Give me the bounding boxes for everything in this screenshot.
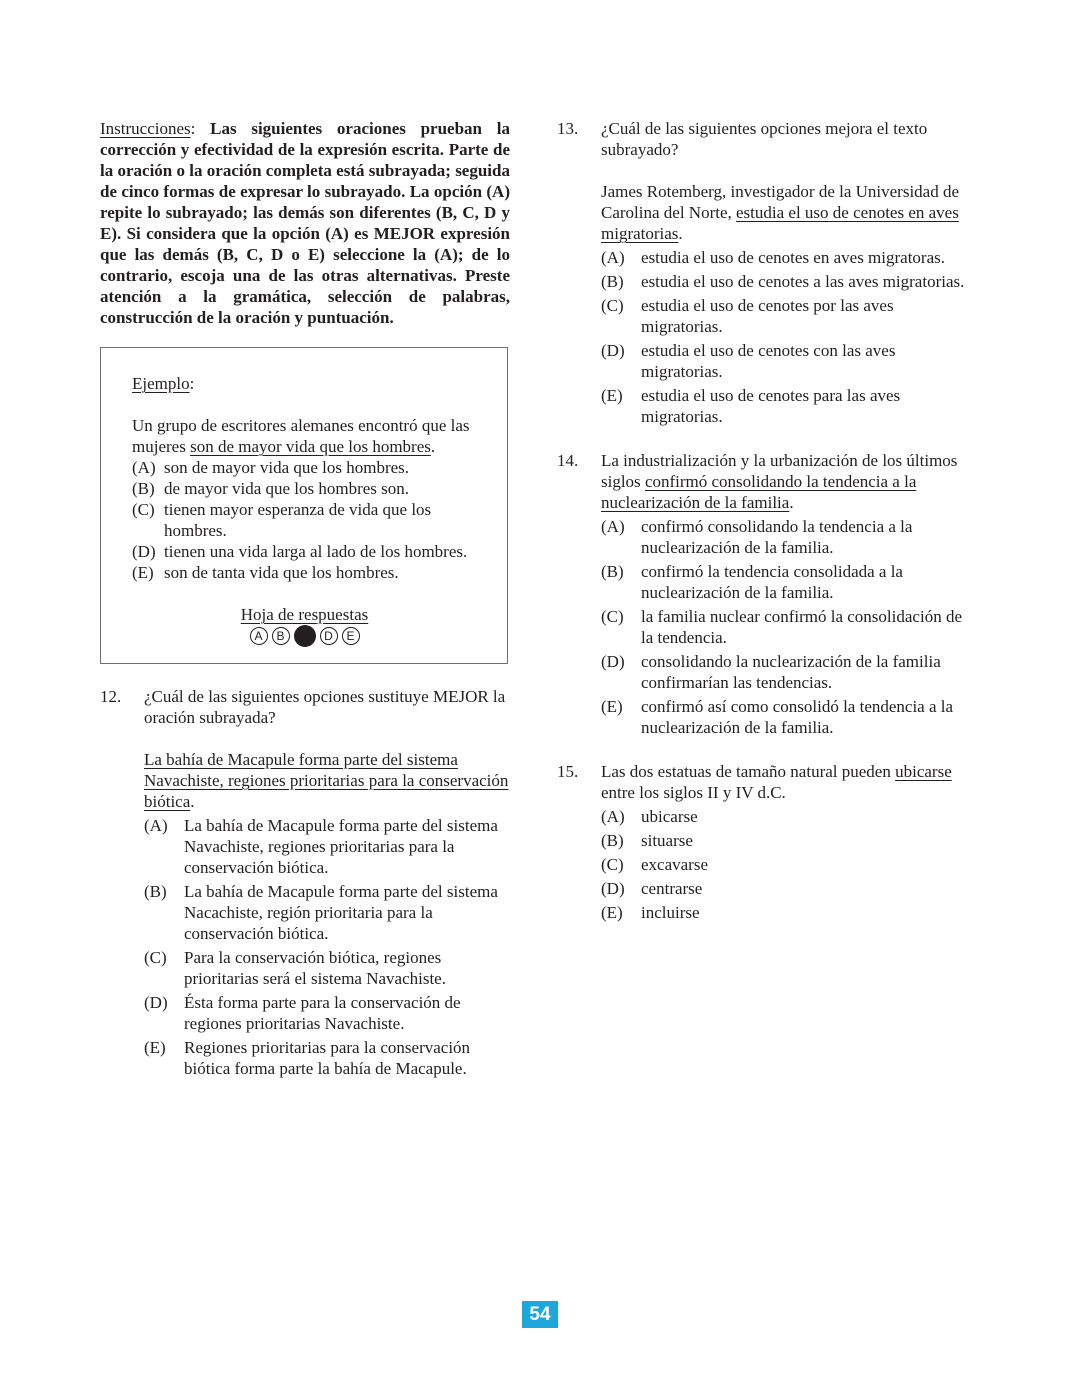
question-prompt: ¿Cuál de las siguientes opciones sustituye MEJOR la oración subrayada?: [144, 687, 506, 727]
stem-underlined: ubicarse: [895, 762, 952, 781]
example-title-row: Ejemplo:: [132, 374, 195, 393]
question-12: [100, 686, 510, 1079]
bubble-e: E: [342, 627, 360, 645]
example-title: Ejemplo: [132, 374, 190, 393]
answer-option: (A) ubicarse: [601, 807, 698, 826]
instructions-text: Las siguientes oraciones prueban la corrección y efectividad de la expresión escrita. Parte de la oración o la oración completa está subrayada; seguida de cinco formas de expresar lo subrayado. La opción (A) repite lo subrayado; las demás son diferentes (B, C, D y E). Si considera que la opción (A) es MEJOR expresión que las demás (B, C, D o E) seleccione la (A); de lo contrario, escoja una de las otras alternativas. Preste atención a la gramática, selección de palabras, construcción de la oración y puntuación.: [100, 119, 510, 327]
question-number: 15.: [557, 762, 579, 781]
page-number: 54: [522, 1301, 558, 1328]
instructions: Instrucciones: Las siguientes oraciones prueban la corrección y efectividad de la expresión escrita. Parte de la oración o la oración completa está subrayada; seguida de cinco formas de expresar lo subrayado. La opción (A) repite lo subrayado; las demás son diferentes (B, C, D y E). Si considera que la opción (A) es MEJOR expresión que las demás (B, C, D o E) seleccione la (A); de lo contrario, escoja una de las otras alternativas. Preste atención a la gramática, selección de palabras, construcción de la oración y puntuación.: [100, 119, 510, 327]
answer-option: (A) La bahía de Macapule forma parte del sistema Navachiste, regiones prioritarias para la conservación biótica.: [144, 816, 498, 877]
answer-option: (E) estudia el uso de cenotes para las aves migratorias.: [601, 386, 901, 426]
answer-option: (B) La bahía de Macapule forma parte del sistema Nacachiste, región prioritaria para la conservación biótica.: [144, 882, 498, 943]
question-number: 13.: [557, 119, 579, 138]
example-box: [100, 347, 508, 664]
answer-option: (B) estudia el uso de cenotes a las aves migratorias.: [601, 272, 965, 291]
example-option: (D) tienen una vida larga al lado de los hombres.: [132, 542, 468, 561]
question-passage: James Rotemberg, investigador de la Universidad de Carolina del Norte, estudia el uso de cenotes en aves migratorias.: [601, 182, 960, 243]
example-stem: Un grupo de escritores alemanes encontró que las mujeres son de mayor vida que los hombres.: [132, 416, 470, 456]
passage-underlined: estudia el uso de cenotes en aves migratorias: [601, 203, 959, 243]
bubble-d: D: [320, 627, 338, 645]
stem-underlined: confirmó consolidando la tendencia a la nuclearización de la familia: [601, 472, 917, 512]
answer-option: (B) situarse: [601, 831, 693, 850]
bubble-c-filled: [294, 625, 316, 647]
question-14: [557, 450, 969, 738]
question-stem: Las dos estatuas de tamaño natural pueden ubicarse entre los siglos II y IV d.C.: [601, 762, 952, 802]
answer-option: (E) confirmó así como consolidó la tendencia a la nuclearización de la familia.: [601, 697, 954, 737]
answer-option: (D) consolidando la nuclearización de la familia confirmarían las tendencias.: [601, 652, 941, 692]
question-passage: La bahía de Macapule forma parte del sistema Navachiste, regiones prioritarias para la conservación biótica.: [144, 750, 509, 811]
answer-option: (D) centrarse: [601, 879, 703, 898]
bubble-b: B: [272, 627, 290, 645]
answer-option: (B) confirmó la tendencia consolidada a la nuclearización de la familia.: [601, 562, 903, 602]
answer-option: (A) confirmó consolidando la tendencia a la nuclearización de la familia.: [601, 517, 913, 557]
answer-option: (E) incluirse: [601, 903, 700, 922]
question-number: 12.: [100, 687, 122, 706]
answer-option: (E) Regiones prioritarias para la conservación biótica forma parte la bahía de Macapule.: [144, 1038, 471, 1078]
question-body: [601, 450, 969, 738]
bubble-a: A: [250, 627, 268, 645]
question-body: [601, 761, 969, 923]
example-options: [132, 457, 487, 583]
question-stem: La industrialización y la urbanización de los últimos siglos confirmó consolidando la tendencia a la nuclearización de la familia.: [601, 451, 958, 512]
answer-bubbles: [132, 627, 477, 647]
question-number: 14.: [557, 451, 579, 470]
example-option: (E) son de tanta vida que los hombres.: [132, 563, 399, 582]
example-option: (C) tienen mayor esperanza de vida que los hombres.: [132, 500, 432, 540]
example-underlined: son de mayor vida que los hombres: [190, 437, 431, 456]
question-body: [144, 686, 510, 1079]
answer-option: (D) Ésta forma parte para la conservación de regiones prioritarias Navachiste.: [144, 993, 461, 1033]
answer-sheet-label: Hoja de respuestas: [240, 605, 369, 624]
instructions-label: Instrucciones: [100, 119, 191, 138]
answer-option: (A) estudia el uso de cenotes en aves migratoras.: [601, 248, 946, 267]
answer-option: (D) estudia el uso de cenotes con las aves migratorias.: [601, 341, 896, 381]
example-option: (B) de mayor vida que los hombres son.: [132, 479, 410, 498]
right-column: [557, 118, 969, 923]
answer-option: (C) excavarse: [601, 855, 709, 874]
question-13: [557, 118, 969, 427]
answer-option: (C) la familia nuclear confirmó la consolidación de la tendencia.: [601, 607, 962, 647]
example-option: (A) son de mayor vida que los hombres.: [132, 458, 410, 477]
question-body: [601, 118, 969, 427]
left-column: [100, 118, 510, 1079]
answer-option: (C) estudia el uso de cenotes por las aves migratorias.: [601, 296, 894, 336]
answer-option: (C) Para la conservación biótica, regiones prioritarias será el sistema Navachiste.: [144, 948, 446, 988]
question-15: [557, 761, 969, 923]
passage-underlined: La bahía de Macapule forma parte del sistema Navachiste, regiones prioritarias para la conservación biótica: [144, 750, 509, 811]
question-prompt: ¿Cuál de las siguientes opciones mejora el texto subrayado?: [601, 119, 928, 159]
answer-sheet: [132, 604, 487, 647]
